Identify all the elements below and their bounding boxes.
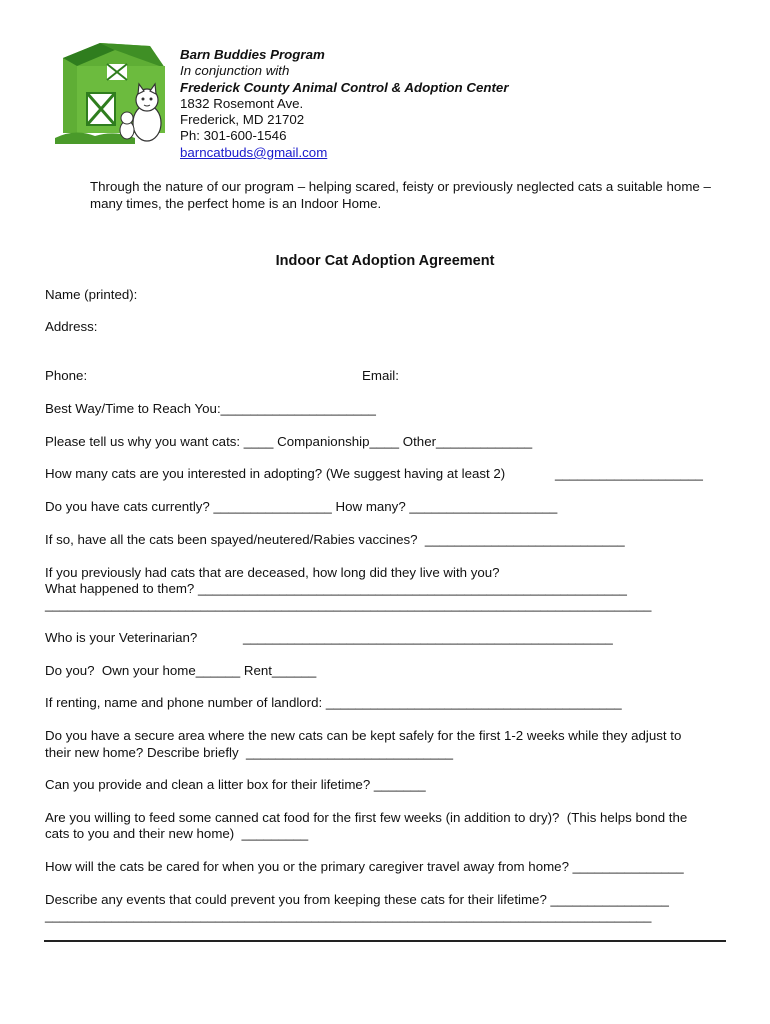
deceased-what-happened-field[interactable]: What happened to them? __________________________________________________________ <box>45 581 627 596</box>
address-line-2: Frederick, MD 21702 <box>180 112 305 128</box>
bottom-divider <box>44 940 726 942</box>
deceased-continuation-line[interactable]: __________________________________________________________________________________ <box>45 597 652 612</box>
why-cats-field[interactable]: Please tell us why you want cats: ____ Companionship____ Other_____________ <box>45 434 533 449</box>
program-name: Barn Buddies Program <box>180 47 325 62</box>
address-line-1: 1832 Rosemont Ave. <box>180 95 304 111</box>
deceased-question: If you previously had cats that are deceased, how long did they live with you? <box>45 565 500 580</box>
email-field-label[interactable]: Email: <box>362 368 399 383</box>
own-rent-field[interactable]: Do you? Own your home______ Rent______ <box>45 663 317 678</box>
canned-food-question: Are you willing to feed some canned cat food for the first few weeks (in addition to dry)? (This helps bond the <box>45 810 688 825</box>
litter-box-field[interactable]: Can you provide and clean a litter box for their lifetime? _______ <box>45 777 426 792</box>
how-many-question: How many cats are you interested in adopting? (We suggest having at least 2) <box>45 466 506 481</box>
secure-area-question: Do you have a secure area where the new cats can be kept safely for the first 1-2 weeks while they adjust to <box>45 728 682 743</box>
intro-line-1: Through the nature of our program – helping scared, feisty or previously neglected cats a suitable home – <box>90 179 711 194</box>
page-title: Indoor Cat Adoption Agreement <box>275 253 495 269</box>
travel-care-field[interactable]: How will the cats be cared for when you or the primary caregiver travel away from home? _______________ <box>45 859 684 874</box>
best-way-field[interactable]: Best Way/Time to Reach You:_____________________ <box>45 401 376 416</box>
events-continuation-line[interactable]: __________________________________________________________________________________ <box>45 908 652 923</box>
how-many-blank[interactable]: ____________________ <box>555 466 703 481</box>
vet-blank[interactable]: __________________________________________________ <box>243 630 613 645</box>
name-field-label[interactable]: Name (printed): <box>45 287 138 302</box>
secure-area-field[interactable]: their new home? Describe briefly ____________________________ <box>45 745 454 760</box>
events-field[interactable]: Describe any events that could prevent you from keeping these cats for their lifetime? ________________ <box>45 892 669 907</box>
center-name: Frederick County Animal Control & Adoption Center <box>180 79 509 95</box>
conjunction-text: In conjunction with <box>180 63 290 79</box>
phone-number: Ph: 301-600-1546 <box>180 128 287 144</box>
canned-food-field[interactable]: cats to you and their new home) _________ <box>45 826 309 841</box>
barn-buddies-logo <box>55 38 175 148</box>
landlord-field[interactable]: If renting, name and phone number of landlord: ________________________________________ <box>45 695 622 710</box>
address-field-label[interactable]: Address: <box>45 319 98 334</box>
phone-field-label[interactable]: Phone: <box>45 368 88 383</box>
vet-question: Who is your Veterinarian? <box>45 630 198 645</box>
email-link[interactable]: barncatbuds@gmail.com <box>180 144 328 160</box>
intro-line-2: many times, the perfect home is an Indoor Home. <box>90 196 382 211</box>
intro-paragraph <box>90 178 740 212</box>
organization-header <box>180 47 509 161</box>
current-cats-field[interactable]: Do you have cats currently? ________________ How many? ____________________ <box>45 499 558 514</box>
spayed-field[interactable]: If so, have all the cats been spayed/neutered/Rabies vaccines? ___________________________ <box>45 532 625 547</box>
